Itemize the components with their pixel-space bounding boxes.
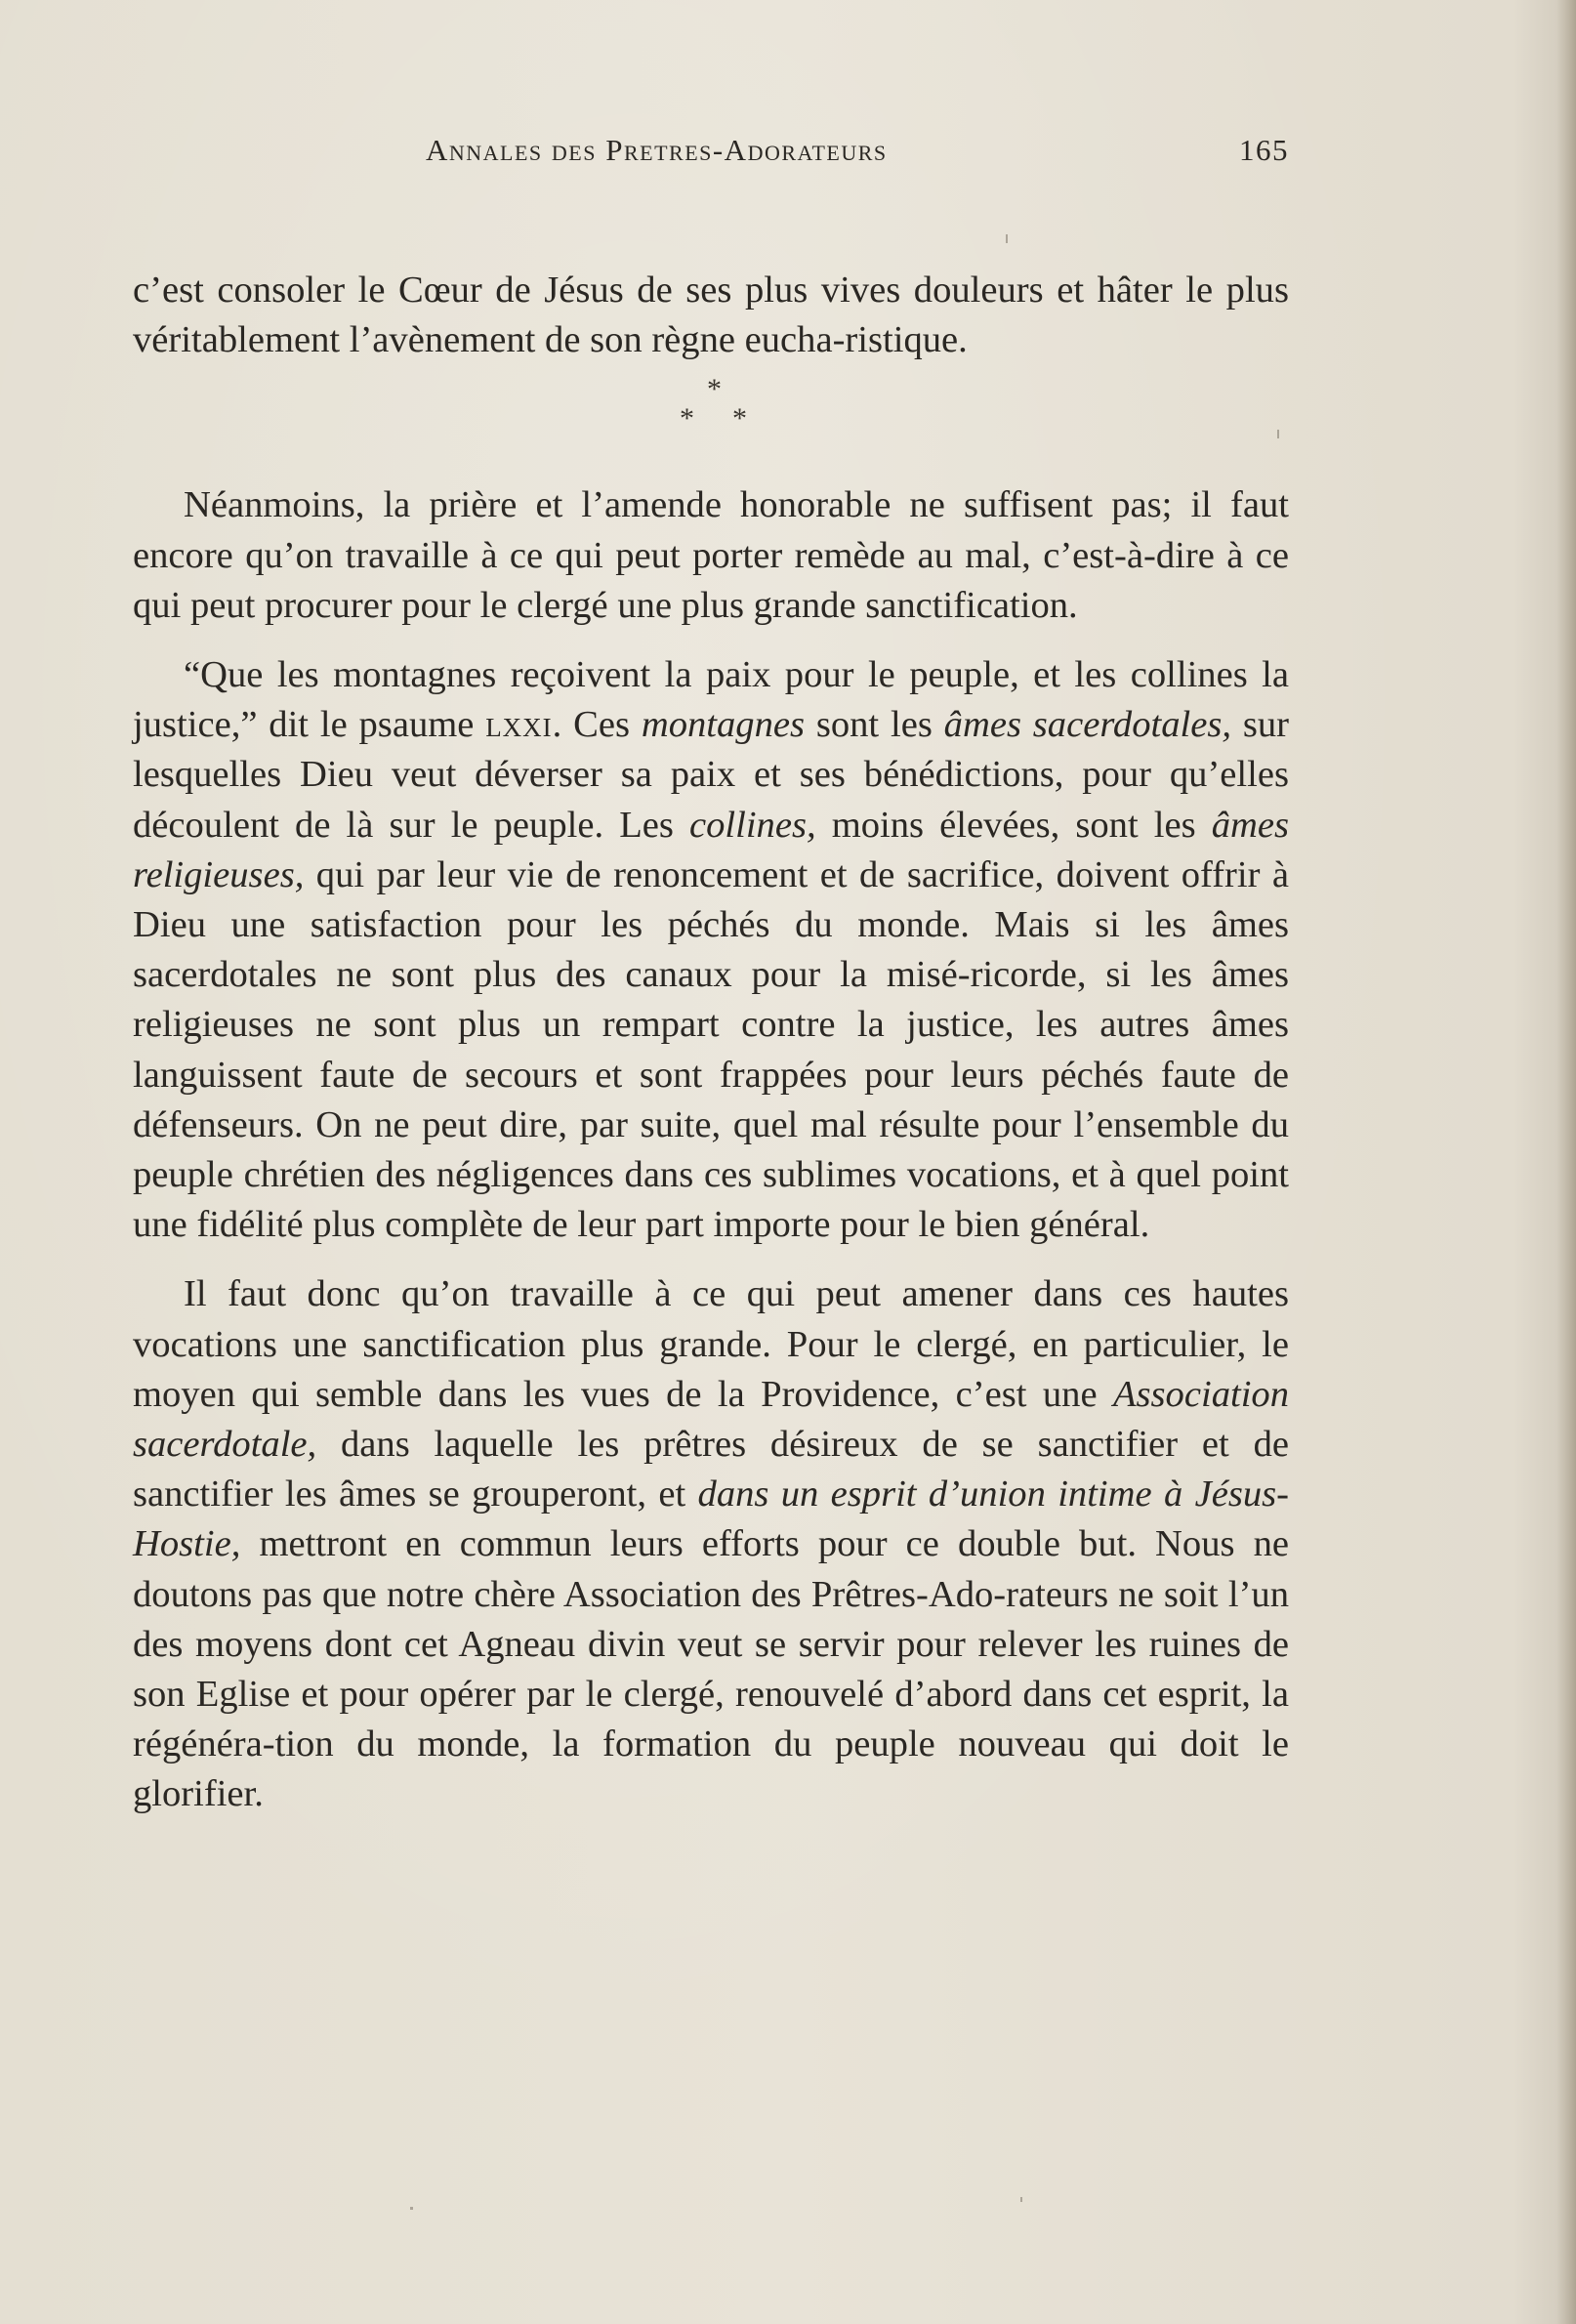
text-run: dans laquelle les prêtres désireux de se sanctifier et de sanctifier les âmes se grouperont, et [133, 1424, 1289, 1515]
asterism-star-icon: * [707, 373, 722, 406]
page-edge-shadow [1556, 0, 1576, 2324]
page-number: 165 [1239, 133, 1289, 167]
text-run: sur lesquelles Dieu veut déverser sa paix et ses bénédictions, pour qu’elles découlent de là sur le peuple. Les [133, 704, 1289, 846]
text-run: Il faut donc qu’on travaille à ce qui peut amener dans ces hautes vocations une sanctification plus grande. Pour le clergé, en particulier, le moyen qui semble dans les vues de la Providence, c’est une [133, 1273, 1289, 1415]
paragraph-3 [133, 650, 1289, 1250]
text-run: moins élevées, sont les [815, 804, 1212, 846]
italic-term: âmes religieuses, [133, 804, 1289, 895]
italic-term: collines, [688, 804, 816, 846]
running-title: Annales des Pretres-Adorateurs [426, 133, 888, 167]
asterism-star-icon: * [680, 402, 694, 436]
body-text [133, 266, 1289, 1820]
text-run: “Que les montagnes reçoivent la paix pour le peuple, et les collines la justice,” dit le psaume [133, 654, 1289, 746]
asterism-divider [133, 365, 1289, 480]
asterism-star-icon: * [732, 402, 747, 436]
italic-term: âmes sacerdotales, [943, 704, 1231, 746]
italic-term: Association sacerdotale, [133, 1373, 1289, 1466]
text-run: sont les [805, 704, 944, 746]
running-header [426, 133, 1289, 172]
paragraph-4 [133, 1269, 1289, 1819]
paper-speck [1006, 234, 1008, 243]
paragraph-2: Néanmoins, la prière et l’amende honorable ne suffisent pas; il faut encore qu’on travaille à ce qui peut porter remède au mal, c’est-à-dire à ce qui peut procurer pour le clergé une plus grande sanctification. [133, 484, 1289, 626]
text-run: mettront en commun leurs efforts pour ce double but. Nous ne doutons pas que notre chère Association des Prêtres-Ado-rateurs ne soit l’un des moyens dont cet Agneau divin veut se servir pour relever les ruines de son Eglise et pour opérer par le clergé, renouvelé d’abord dans cet esprit, la régénéra-tion du monde, la formation du peuple nouveau qui doit le glorifier. [133, 1523, 1289, 1815]
italic-term: dans un esprit d’union intime à Jésus-Hostie, [133, 1473, 1289, 1565]
italic-term: montagnes [641, 704, 806, 746]
paper-speck [1020, 2197, 1022, 2202]
paper-speck [1277, 430, 1279, 438]
text-run: . Ces [552, 704, 642, 746]
paragraph-1: c’est consoler le Cœur de Jésus de ses plus vives douleurs et hâter le plus véritablement l’avènement de son règne eucha-ristique. [133, 270, 1289, 361]
psalm-numeral: lxxi [485, 704, 553, 746]
paper-speck [410, 2207, 413, 2210]
text-run: qui par leur vie de renoncement et de sacrifice, doivent offrir à Dieu une satisfaction pour les péchés du monde. Mais si les âmes sacerdotales ne sont plus des canaux pour la misé-ricorde, si les âmes religieuses ne sont plus un rempart contre la justice, les autres âmes languissent faute de secours et sont frappées pour leurs péchés faute de défenseurs. On ne peut dire, par suite, quel mal résulte pour l’ensemble du peuple chrétien des négligences dans ces sublimes vocations, et à quel point une fidélité plus complète de leur part importe pour le bien général. [133, 853, 1289, 1246]
